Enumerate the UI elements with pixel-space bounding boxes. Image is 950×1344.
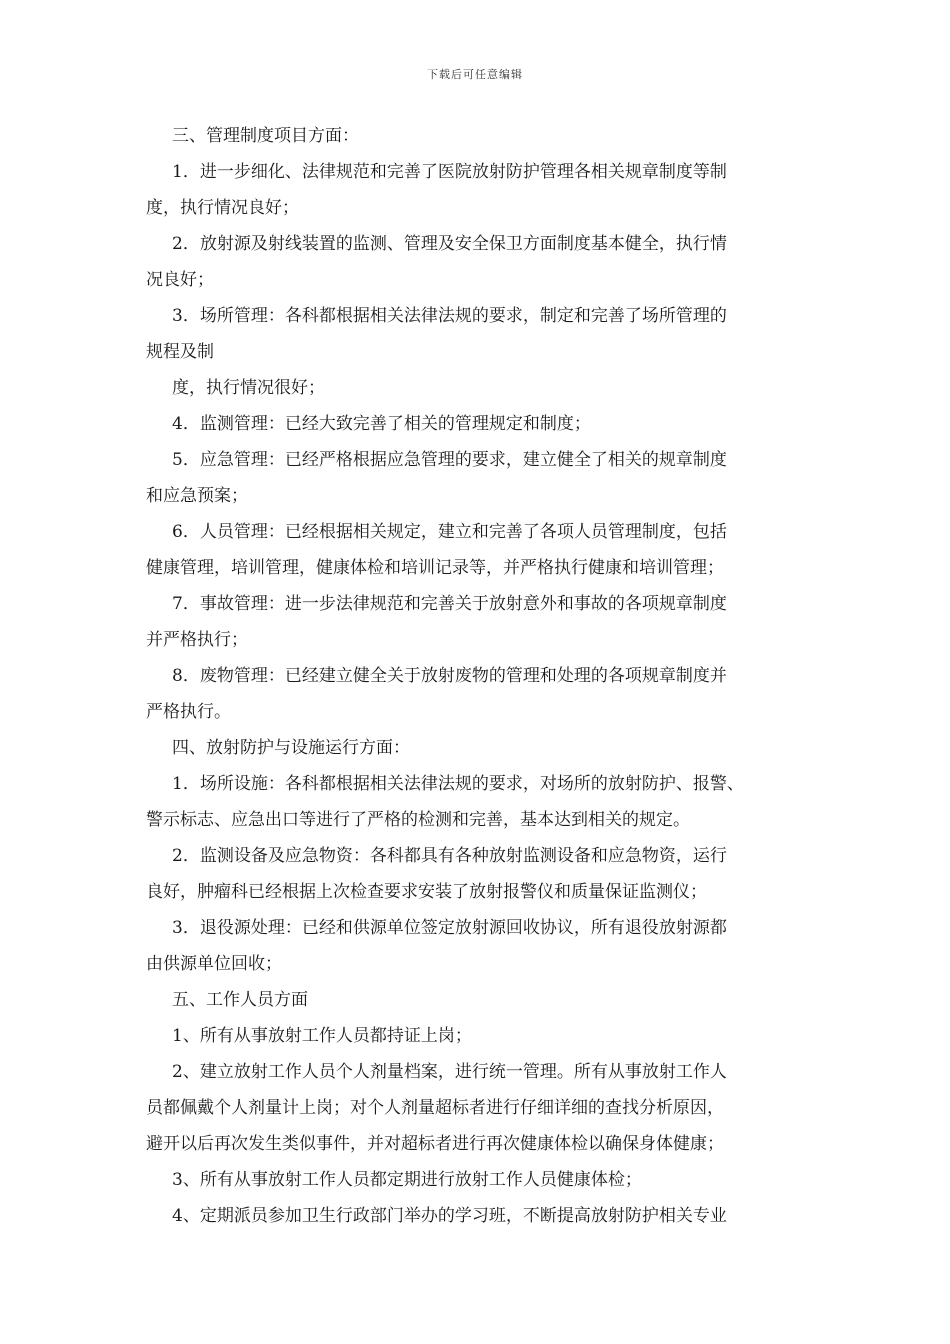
paragraph-line: 警示标志、应急出口等进行了严格的检测和完善，基本达到相关的规定。 <box>146 810 690 830</box>
paragraph-line: 并严格执行； <box>146 630 248 650</box>
paragraph-line: 3．场所管理：各科都根据相关法律法规的要求，制定和完善了场所管理的 <box>172 306 727 326</box>
paragraph-line: 避开以后再次发生类似事件，并对超标者进行再次健康体检以确保身体健康； <box>146 1134 724 1154</box>
paragraph-line: 2．放射源及射线装置的监测、管理及安全保卫方面制度基本健全，执行情 <box>172 234 727 254</box>
paragraph-line: 规程及制 <box>146 342 214 362</box>
paragraph-line: 2、建立放射工作人员个人剂量档案，进行统一管理。所有从事放射工作人 <box>172 1062 727 1082</box>
paragraph-line: 5．应急管理：已经严格根据应急管理的要求，建立健全了相关的规章制度 <box>172 450 727 470</box>
paragraph-line: 4．监测管理：已经大致完善了相关的管理规定和制度； <box>172 414 591 434</box>
paragraph-line: 由供源单位回收； <box>146 954 282 974</box>
paragraph-line: 严格执行。 <box>146 702 231 722</box>
paragraph-line: 度，执行情况很好； <box>172 378 325 398</box>
paragraph-line: 况良好； <box>146 270 214 290</box>
paragraph-line: 和应急预案； <box>146 486 248 506</box>
paragraph-line: 度，执行情况良好； <box>146 198 299 218</box>
paragraph-line: 1．进一步细化、法律规范和完善了医院放射防护管理各相关规章制度等制 <box>172 162 727 182</box>
section-heading: 三、管理制度项目方面： <box>172 126 359 146</box>
paragraph-line: 员都佩戴个人剂量计上岗；对个人剂量超标者进行仔细详细的查找分析原因， <box>146 1098 724 1118</box>
paragraph-line: 7．事故管理：进一步法律规范和完善关于放射意外和事故的各项规章制度 <box>172 594 727 614</box>
paragraph-line: 6．人员管理：已经根据相关规定，建立和完善了各项人员管理制度，包括 <box>172 522 727 542</box>
section-heading: 五、工作人员方面 <box>172 990 308 1010</box>
paragraph-line: 3、所有从事放射工作人员都定期进行放射工作人员健康体检； <box>172 1170 642 1190</box>
paragraph-line: 1．场所设施：各科都根据相关法律法规的要求，对场所的放射防护、报警、 <box>172 774 744 794</box>
paragraph-line: 2．监测设备及应急物资：各科都具有各种放射监测设备和应急物资，运行 <box>172 846 727 866</box>
paragraph-line: 3．退役源处理：已经和供源单位签定放射源回收协议，所有退役放射源都 <box>172 918 727 938</box>
paragraph-line: 8．废物管理：已经建立健全关于放射废物的管理和处理的各项规章制度并 <box>172 666 727 686</box>
paragraph-line: 1、所有从事放射工作人员都持证上岗； <box>172 1026 472 1046</box>
paragraph-line: 良好，肿瘤科已经根据上次检查要求安装了放射报警仪和质量保证监测仪； <box>146 882 707 902</box>
page-header: 下载后可任意编辑 <box>427 68 523 81</box>
paragraph-line: 4、定期派员参加卫生行政部门举办的学习班，不断提高放射防护相关专业 <box>172 1206 727 1226</box>
section-heading: 四、放射防护与设施运行方面： <box>172 738 410 758</box>
paragraph-line: 健康管理，培训管理，健康体检和培训记录等，并严格执行健康和培训管理； <box>146 558 724 578</box>
